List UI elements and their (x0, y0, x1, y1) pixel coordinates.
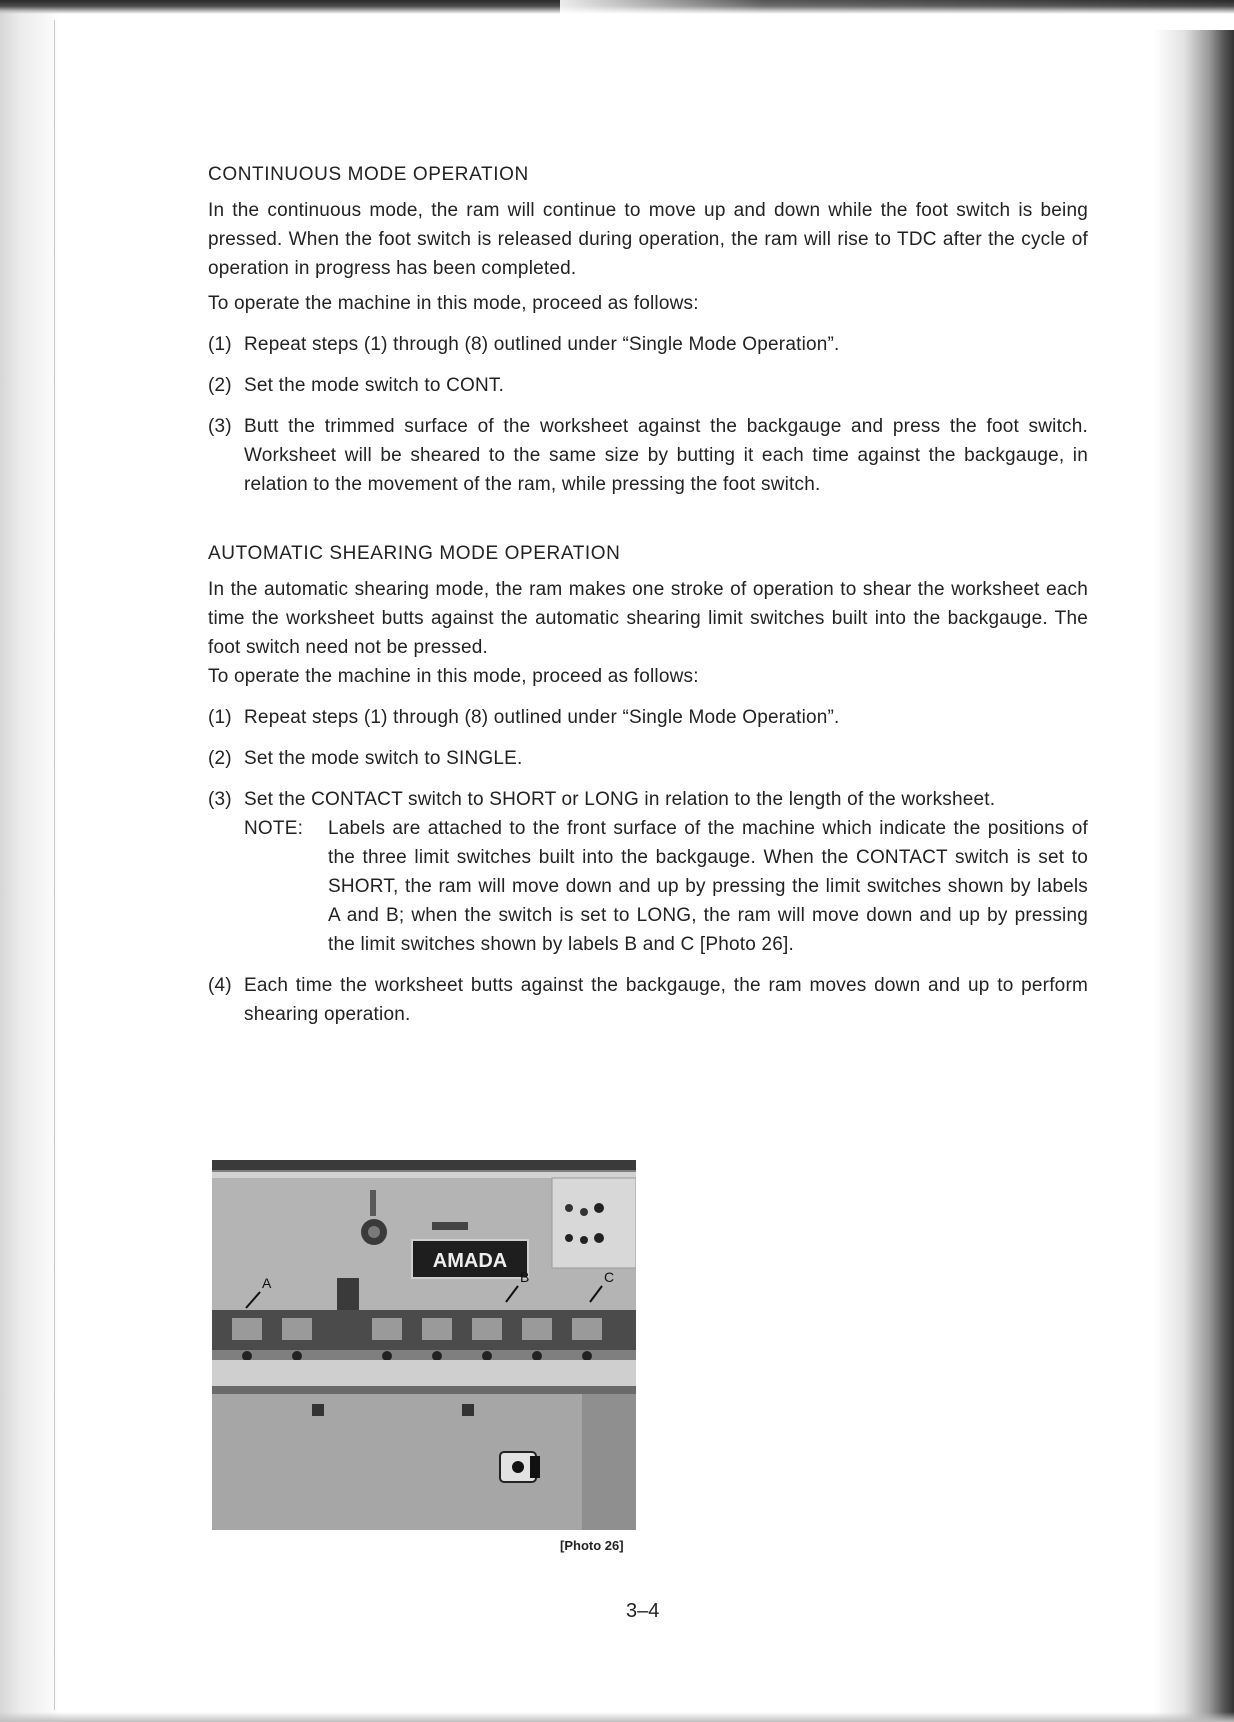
brand-logo: AMADA (432, 1250, 508, 1272)
section-lead: To operate the machine in this mode, proceed as follows: (208, 293, 699, 314)
scan-left-edge (0, 0, 60, 1722)
section-intro: In the automatic shearing mode, the ram makes one stroke of operation to shear the worksheet each time the worksheet butts against the automatic shearing limit switches built into the backgauge. The foot switch need not be pressed. (208, 579, 1088, 658)
document-body (208, 160, 1088, 1029)
note-block (244, 814, 1088, 959)
photo-caption: [Photo 26] (560, 1538, 624, 1553)
step-number: (1) (208, 334, 232, 355)
step-text: Set the mode switch to CONT. (244, 375, 505, 396)
step-text: Repeat steps (1) through (8) outlined under “Single Mode Operation”. (244, 334, 840, 355)
label-c: C (604, 1269, 615, 1285)
step-number: (2) (208, 375, 232, 396)
step-text: Butt the trimmed surface of the worksheet against the backgauge and press the foot switch. Worksheet will be sheared to the same size by butting it each time against the backgauge, in relation to the movement of the ram, while pressing the foot switch. (244, 416, 1088, 495)
scan-left-line (54, 20, 55, 1710)
note-text: Labels are attached to the front surface of the machine which indicate the positions of the three limit switches built into the backgauge. When the CONTACT switch is set to SHORT, the ram will move down and up by pressing the limit switches shown by labels A and B; when the switch is set to LONG, the ram will move down and up by pressing the limit switches shown by labels B and C [Photo 26]. (328, 818, 1088, 955)
label-b: B (520, 1269, 530, 1285)
scan-bottom-edge (0, 1712, 1234, 1722)
label-a: A (262, 1275, 272, 1291)
page-number: 3–4 (626, 1600, 660, 1622)
section-intro: In the continuous mode, the ram will continue to move up and down while the foot switch is being pressed. When the foot switch is released during operation, the ram will rise to TDC after the cycle of operation in progress has been completed. (208, 200, 1088, 279)
section-lead: To operate the machine in this mode, proceed as follows: (208, 666, 699, 687)
step-item (208, 412, 1088, 499)
step-item (208, 971, 1088, 1029)
section-heading: AUTOMATIC SHEARING MODE OPERATION (208, 543, 621, 564)
machine-photo (212, 1160, 636, 1530)
step-number: (2) (208, 748, 232, 769)
step-text: Each time the worksheet butts against the backgauge, the ram moves down and up to perform shearing operation. (244, 975, 1088, 1025)
step-text: Set the mode switch to SINGLE. (244, 748, 523, 769)
step-text: Repeat steps (1) through (8) outlined under “Single Mode Operation”. (244, 707, 840, 728)
step-item (208, 703, 1088, 732)
section-heading: CONTINUOUS MODE OPERATION (208, 164, 529, 185)
section-automatic-shearing-mode (208, 539, 1088, 1029)
step-number: (4) (208, 975, 232, 996)
scan-right-shadow (1154, 30, 1234, 1722)
step-item (208, 330, 1088, 359)
section-continuous-mode (208, 160, 1088, 499)
step-number: (3) (208, 789, 232, 810)
scan-top-fade (560, 0, 1234, 40)
step-item (208, 744, 1088, 773)
step-item (208, 785, 1088, 959)
note-label: NOTE: (244, 818, 304, 839)
step-number: (3) (208, 416, 232, 437)
step-item (208, 371, 1088, 400)
step-text: Set the CONTACT switch to SHORT or LONG in relation to the length of the worksheet. (244, 789, 996, 810)
step-number: (1) (208, 707, 232, 728)
